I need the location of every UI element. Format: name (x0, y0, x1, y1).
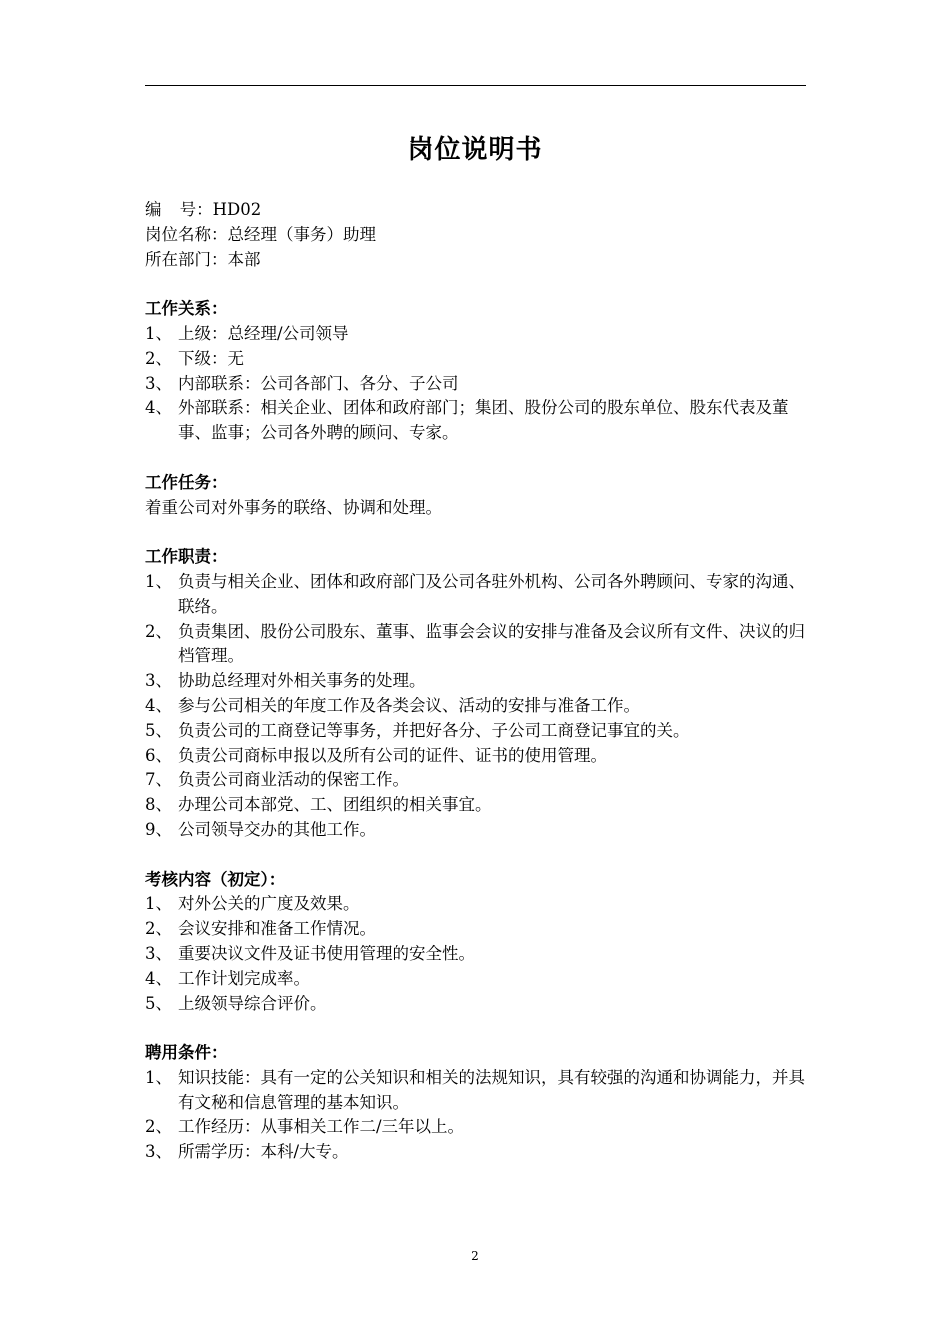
list-item (145, 967, 811, 992)
item-number: 2、 (145, 1117, 172, 1137)
item-number: 3、 (145, 1142, 172, 1162)
item-text: 工作计划完成率。 (178, 968, 310, 988)
duties-heading: 工作职责： (145, 547, 228, 567)
assessment-section (145, 868, 811, 1017)
list-item (145, 1140, 811, 1165)
spacer (145, 843, 811, 868)
item-number: 5、 (145, 720, 172, 740)
list-item (145, 917, 811, 942)
task-text: 着重公司对外事务的联络、协调和处理。 (145, 497, 442, 517)
list-item (145, 719, 811, 744)
assessment-heading: 考核内容（初定）： (145, 869, 286, 889)
item-text: 公司领导交办的其他工作。 (178, 819, 376, 839)
list-item (145, 372, 811, 397)
item-text: 参与公司相关的年度工作及各类会议、活动的安排与准备工作。 (178, 695, 640, 715)
item-text: 负责公司的工商登记等事务，并把好各分、子公司工商登记事宜的关。 (178, 720, 690, 740)
item-text: 工作经历：从事相关工作二/三年以上。 (178, 1117, 465, 1137)
item-number: 4、 (145, 695, 172, 715)
item-number: 4、 (145, 398, 172, 418)
relations-section (145, 297, 811, 446)
list-item (145, 1066, 811, 1116)
relations-heading: 工作关系： (145, 299, 228, 319)
item-number: 1、 (145, 323, 172, 343)
task-heading: 工作任务： (145, 472, 228, 492)
item-number: 6、 (145, 745, 172, 765)
item-text: 所需学历：本科/大专。 (178, 1142, 349, 1162)
item-text: 下级：无 (178, 348, 244, 368)
page-number: 2 (471, 1249, 479, 1263)
requirements-heading: 聘用条件： (145, 1043, 228, 1063)
item-number: 2、 (145, 919, 172, 939)
list-item (145, 396, 811, 446)
item-number: 3、 (145, 671, 172, 691)
info-block (145, 198, 811, 272)
list-item (145, 818, 811, 843)
item-text: 内部联系：公司各部门、各分、子公司 (178, 373, 459, 393)
duties-list (145, 570, 811, 843)
item-text: 负责与相关企业、团体和政府部门及公司各驻外机构、公司各外聘顾问、专家的沟通、联络。 (178, 571, 805, 616)
item-number: 7、 (145, 770, 172, 790)
list-item (145, 322, 811, 347)
item-text: 办理公司本部党、工、团组织的相关事宜。 (178, 795, 492, 815)
list-item (145, 669, 811, 694)
item-number: 1、 (145, 571, 172, 591)
item-text: 负责公司商业活动的保密工作。 (178, 770, 409, 790)
item-number: 9、 (145, 819, 172, 839)
list-item (145, 570, 811, 620)
assessment-list (145, 892, 811, 1016)
number-label-a: 编 (145, 200, 162, 219)
department-line: 所在部门：本部 (145, 249, 261, 269)
list-item (145, 768, 811, 793)
list-item (145, 942, 811, 967)
item-number: 4、 (145, 968, 172, 988)
task-section (145, 471, 811, 521)
item-text: 协助总经理对外相关事务的处理。 (178, 671, 426, 691)
list-item (145, 793, 811, 818)
spacer (145, 1016, 811, 1041)
item-text: 会议安排和准备工作情况。 (178, 919, 376, 939)
number-label-b: 号： (179, 200, 213, 219)
item-number: 2、 (145, 348, 172, 368)
item-text: 对外公关的广度及效果。 (178, 894, 360, 914)
list-item (145, 347, 811, 372)
requirements-section (145, 1041, 811, 1165)
number-value: HD02 (212, 200, 262, 219)
requirements-list (145, 1066, 811, 1165)
list-item (145, 694, 811, 719)
item-text: 上级：总经理/公司领导 (178, 323, 349, 343)
item-number: 3、 (145, 373, 172, 393)
item-number: 2、 (145, 621, 172, 641)
duties-section (145, 545, 811, 843)
item-text: 知识技能：具有一定的公关知识和相关的法规知识，具有较强的沟通和协调能力，并具有文秘和信息管理的基本知识。 (178, 1067, 805, 1112)
number-line (145, 198, 811, 223)
list-item (145, 992, 811, 1017)
item-number: 1、 (145, 1067, 172, 1087)
item-number: 1、 (145, 894, 172, 914)
relations-list (145, 322, 811, 446)
list-item (145, 1115, 811, 1140)
spacer (145, 446, 811, 471)
item-text: 上级领导综合评价。 (178, 993, 327, 1013)
item-text: 重要决议文件及证书使用管理的安全性。 (178, 943, 475, 963)
document-body (145, 198, 811, 1165)
list-item (145, 744, 811, 769)
spacer (145, 272, 811, 297)
item-number: 5、 (145, 993, 172, 1013)
item-text: 负责集团、股份公司股东、董事、监事会会议的安排与准备及会议所有文件、决议的归档管理。 (178, 621, 805, 666)
document-title: 岗位说明书 (407, 135, 543, 165)
list-item (145, 892, 811, 917)
item-text: 负责公司商标申报以及所有公司的证件、证书的使用管理。 (178, 745, 607, 765)
spacer (145, 520, 811, 545)
item-number: 8、 (145, 795, 172, 815)
item-text: 外部联系：相关企业、团体和政府部门；集团、股份公司的股东单位、股东代表及董事、监事；公司各外聘的顾问、专家。 (178, 398, 789, 443)
list-item (145, 620, 811, 670)
item-number: 3、 (145, 943, 172, 963)
header-rule (145, 85, 806, 86)
position-line: 岗位名称：总经理（事务）助理 (145, 224, 376, 244)
